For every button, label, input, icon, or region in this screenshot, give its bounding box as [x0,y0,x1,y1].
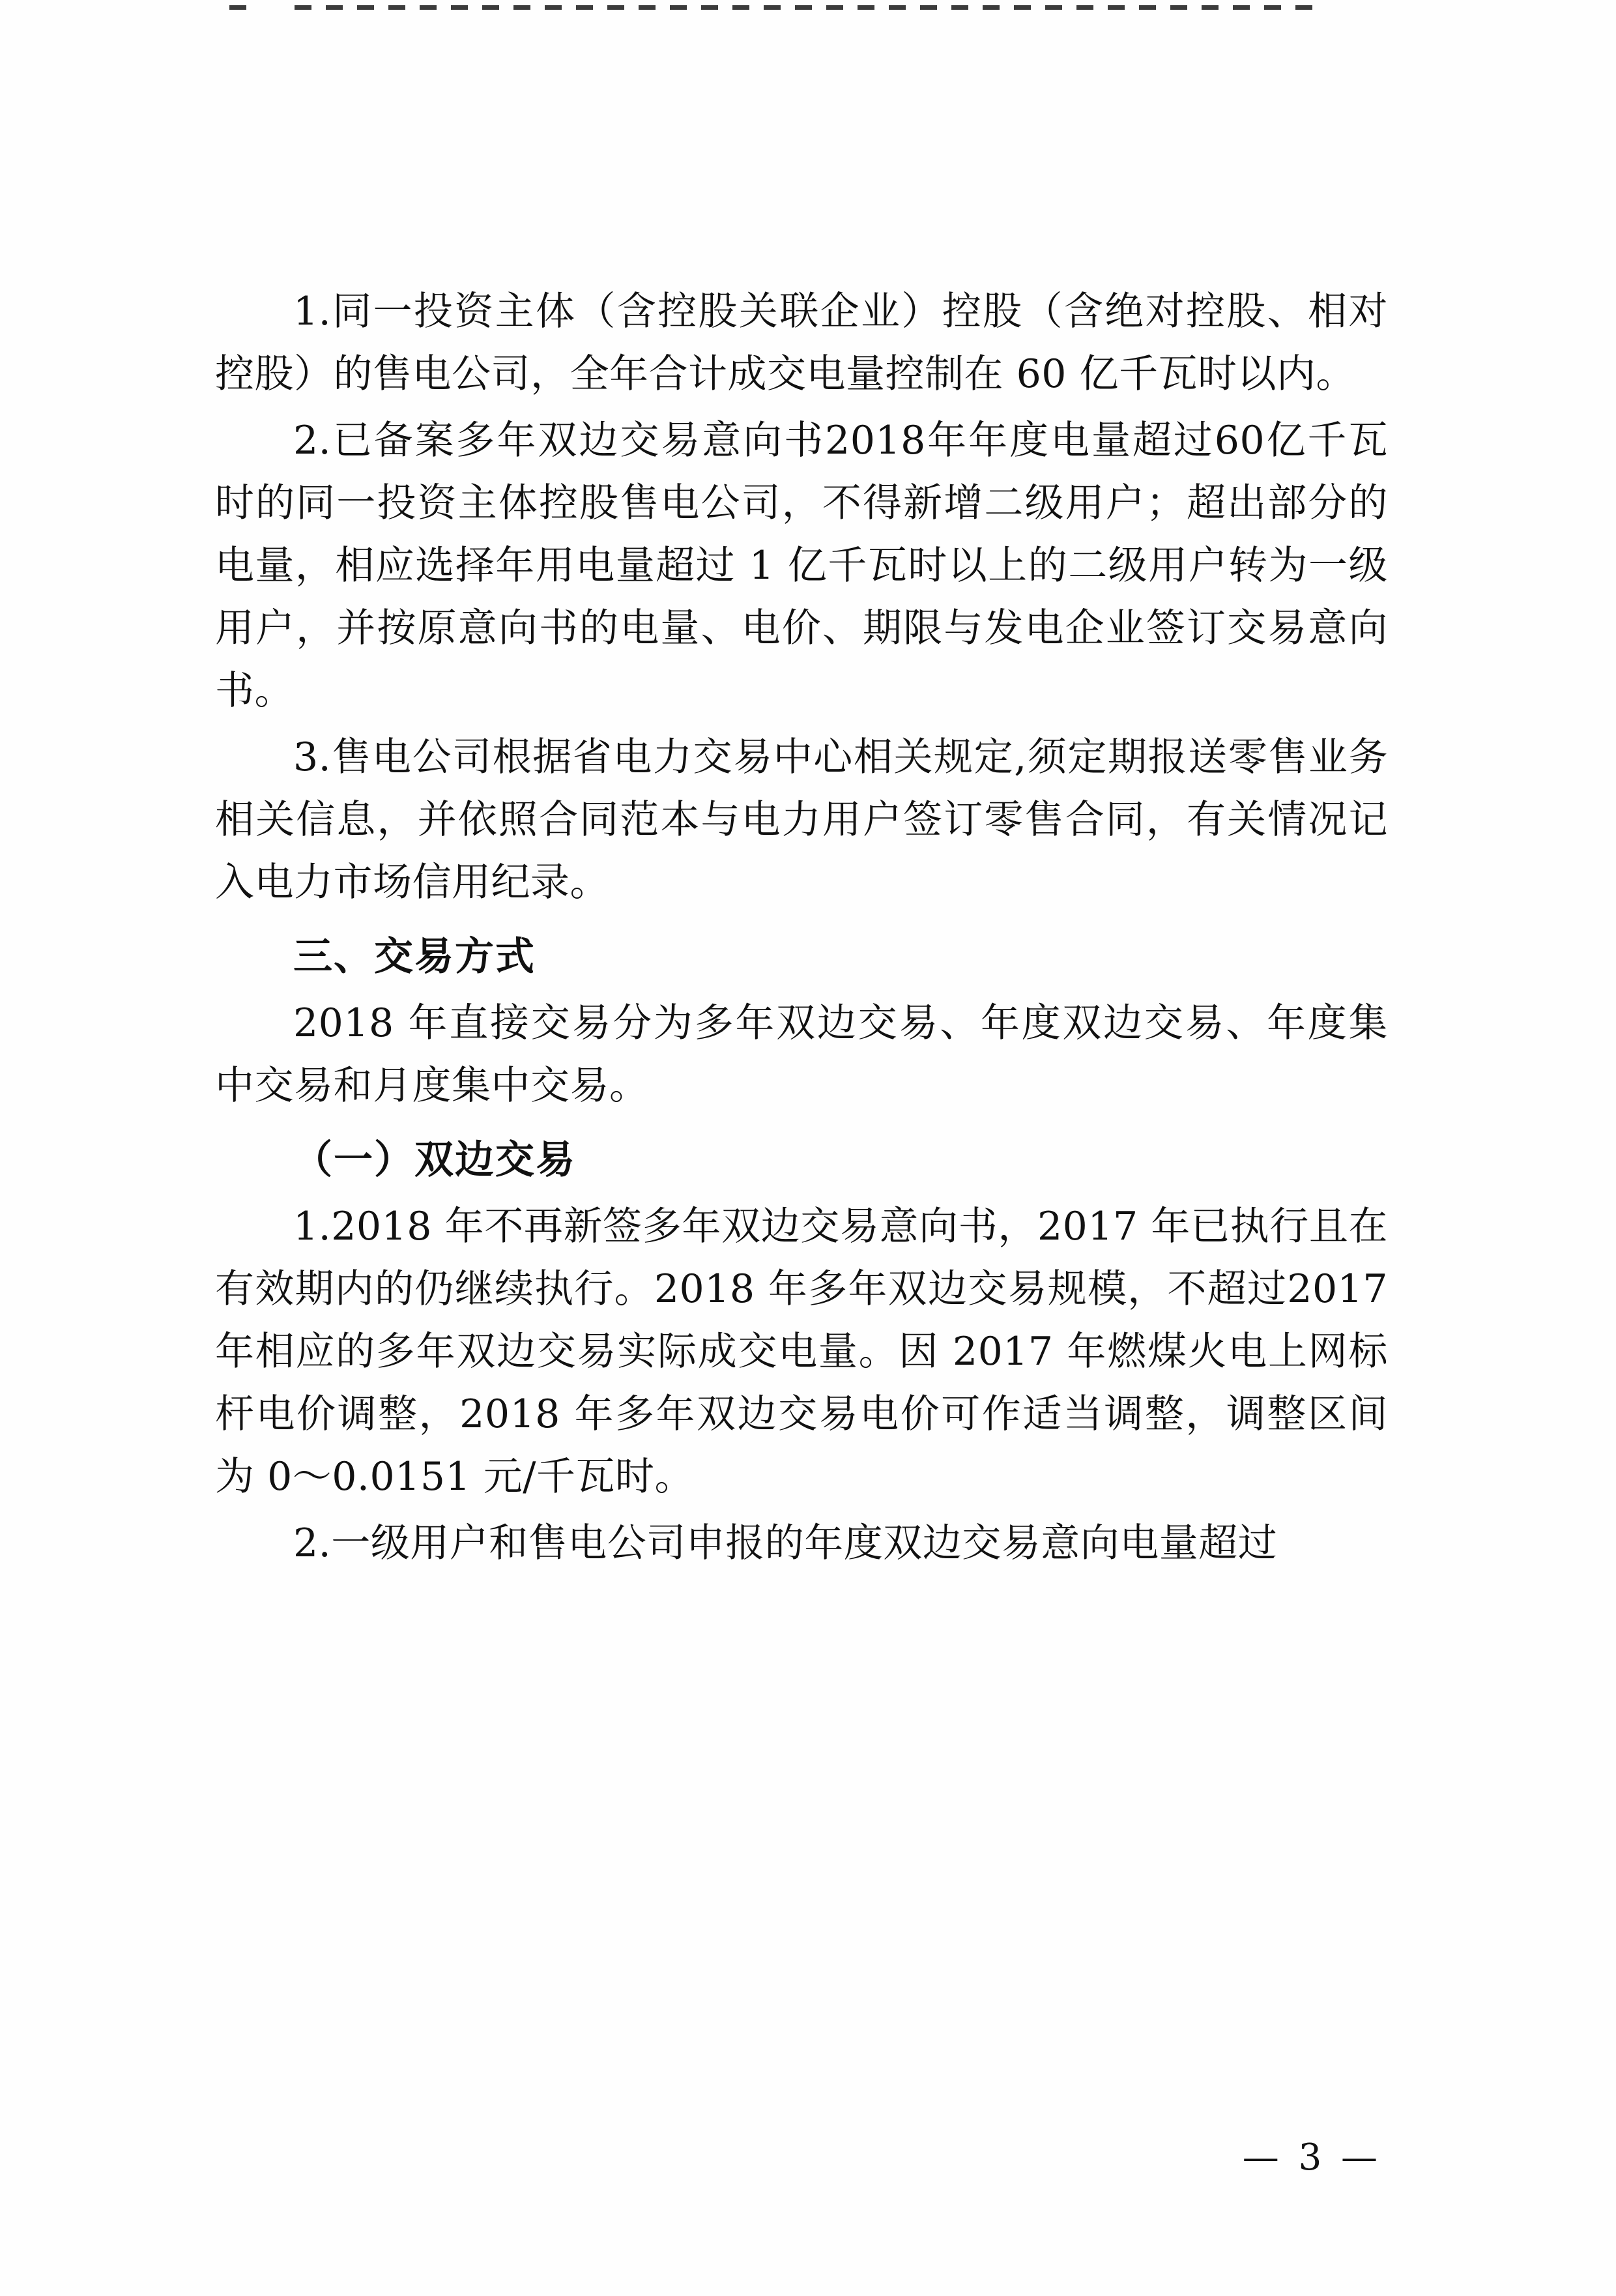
tick-mark [451,5,468,10]
paragraph-item-1: 1.同一投资主体（含控股关联企业）控股（含绝对控股、相对控股）的售电公司，全年合计成交电量控制在 60 亿千瓦时以内。 [215,289,1388,397]
tick-mark [1233,5,1250,10]
tick-mark [920,5,937,10]
tick-mark [357,5,374,10]
paragraph-bilateral-item-2: 2.一级用户和售电公司申报的年度双边交易意向电量超过 [293,1520,1278,1566]
tick-mark [889,5,906,10]
tick-mark [607,5,624,10]
tick-mark [701,5,718,10]
tick-mark [639,5,656,10]
tick-mark [795,5,812,10]
tick-mark [951,5,968,10]
tick-mark [1076,5,1093,10]
tick-mark [326,5,343,10]
paragraph-bilateral-item-1: 1.2018 年不再新签多年双边交易意向书，2017 年已执行且在有效期内的仍继续执行。2018 年多年双边交易规模，不超过2017 年相应的多年双边交易实际成交电量。因 2017 年燃煤火电上网标杆电价调整，2018 年多年双边交易电价可作适当调整，调整区间为 0～0.0151 元/千瓦时。 [215,1204,1388,1500]
paragraph-item-3: 3.售电公司根据省电力交易中心相关规定,须定期报送零售业务相关信息，并依照合同范本与电力用户签订零售合同，有关情况记入电力市场信用纪录。 [215,734,1388,905]
paragraph-trading-overview: 2018 年直接交易分为多年双边交易、年度双边交易、年度集中交易和月度集中交易。 [215,1000,1388,1109]
tick-mark [826,5,843,10]
tick-mark [1108,5,1125,10]
tick-mark [858,5,874,10]
tick-mark [670,5,687,10]
heading-subsection-one: （一）双边交易 [293,1137,576,1183]
tick-mark [388,5,405,10]
tick-mark [1264,5,1281,10]
paragraph-item-2: 2.已备案多年双边交易意向书2018年年度电量超过60亿千瓦时的同一投资主体控股售电公司，不得新增二级用户；超出部分的电量，相应选择年用电量超过 1 亿千瓦时以上的二级用户转为一级用户，并按原意向书的电量、电价、期限与发电企业签订交易意向书。 [215,418,1388,714]
heading-section-three: 三、交易方式 [293,934,536,980]
tick-mark [576,5,593,10]
tick-mark [1170,5,1187,10]
tick-mark [764,5,781,10]
tick-mark [482,5,499,10]
tick-mark [732,5,749,10]
tick-mark [983,5,1000,10]
page-number: — 3 — [1242,2136,1381,2179]
tick-mark [545,5,562,10]
tick-mark [513,5,530,10]
tick-mark [420,5,437,10]
tick-mark [1295,5,1312,10]
tick-mark [1202,5,1219,10]
tick-mark [295,5,311,10]
tick-mark [1139,5,1156,10]
document-body [215,280,1388,1578]
tick-mark [1014,5,1031,10]
tick-mark [229,5,246,10]
tick-mark [1045,5,1062,10]
scanner-tick-marks [0,5,1616,22]
